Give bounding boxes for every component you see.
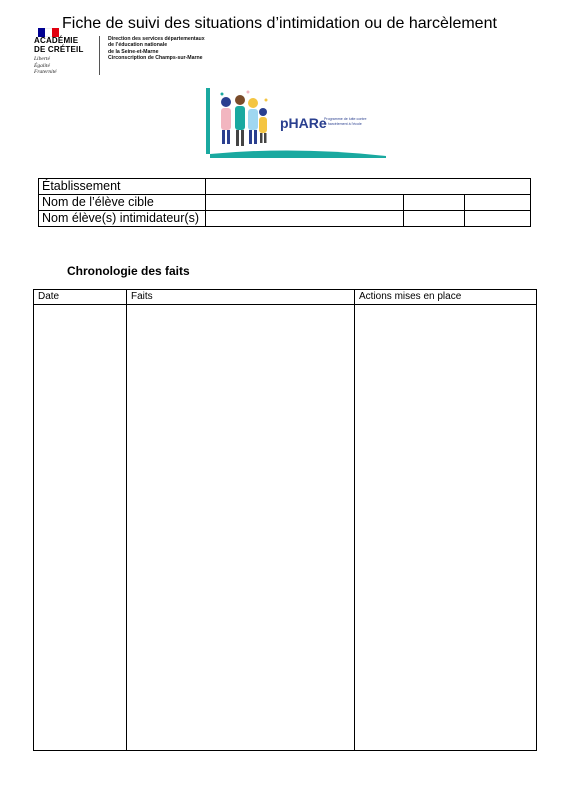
- table-row: [39, 179, 531, 195]
- actions-column-header: Actions mises en place: [355, 290, 537, 305]
- target-student-label: Nom de l’élève cible: [39, 195, 206, 211]
- establishment-field[interactable]: [206, 179, 531, 195]
- direction-text: Direction des services départementaux de l’éducation nationale de la Seine-et-Marne Circonscription de Champs-sur-Marne: [108, 36, 205, 61]
- phare-tagline-line1: Programme de lutte contre: [324, 117, 367, 121]
- table-row: [39, 195, 531, 211]
- children-illustration-icon: [221, 91, 268, 147]
- table-row: [39, 211, 531, 227]
- establishment-label: Établissement: [39, 179, 206, 195]
- phare-tagline-line2: le harcèlement à l’école: [324, 122, 362, 126]
- facts-cell[interactable]: [127, 305, 355, 751]
- chronology-title: Chronologie des faits: [67, 264, 190, 278]
- academy-name: ACADÉMIE DE CRÉTEIL: [34, 36, 84, 54]
- logo-divider: [99, 36, 100, 75]
- facts-column-header: Faits: [127, 290, 355, 305]
- date-cell[interactable]: [34, 305, 127, 751]
- target-student-field-2[interactable]: [404, 195, 465, 211]
- republic-motto: Liberté Égalité Fraternité: [34, 56, 57, 75]
- bully-student-field[interactable]: [206, 211, 404, 227]
- target-student-field[interactable]: [206, 195, 404, 211]
- phare-logo: [206, 88, 388, 158]
- table-header-row: [34, 290, 537, 305]
- target-student-field-3[interactable]: [465, 195, 531, 211]
- student-info-table: [38, 178, 531, 227]
- phare-name: pHARe: [280, 115, 327, 131]
- page-title: Fiche de suivi des situations d’intimidation ou de harcèlement: [62, 15, 497, 32]
- republic-flag-icon: [38, 24, 60, 33]
- bully-student-field-3[interactable]: [465, 211, 531, 227]
- actions-cell[interactable]: [355, 305, 537, 751]
- bully-student-label: Nom élève(s) intimidateur(s): [39, 211, 206, 227]
- table-row: [34, 305, 537, 751]
- bully-student-field-2[interactable]: [404, 211, 465, 227]
- date-column-header: Date: [34, 290, 127, 305]
- chronology-table: [33, 289, 537, 751]
